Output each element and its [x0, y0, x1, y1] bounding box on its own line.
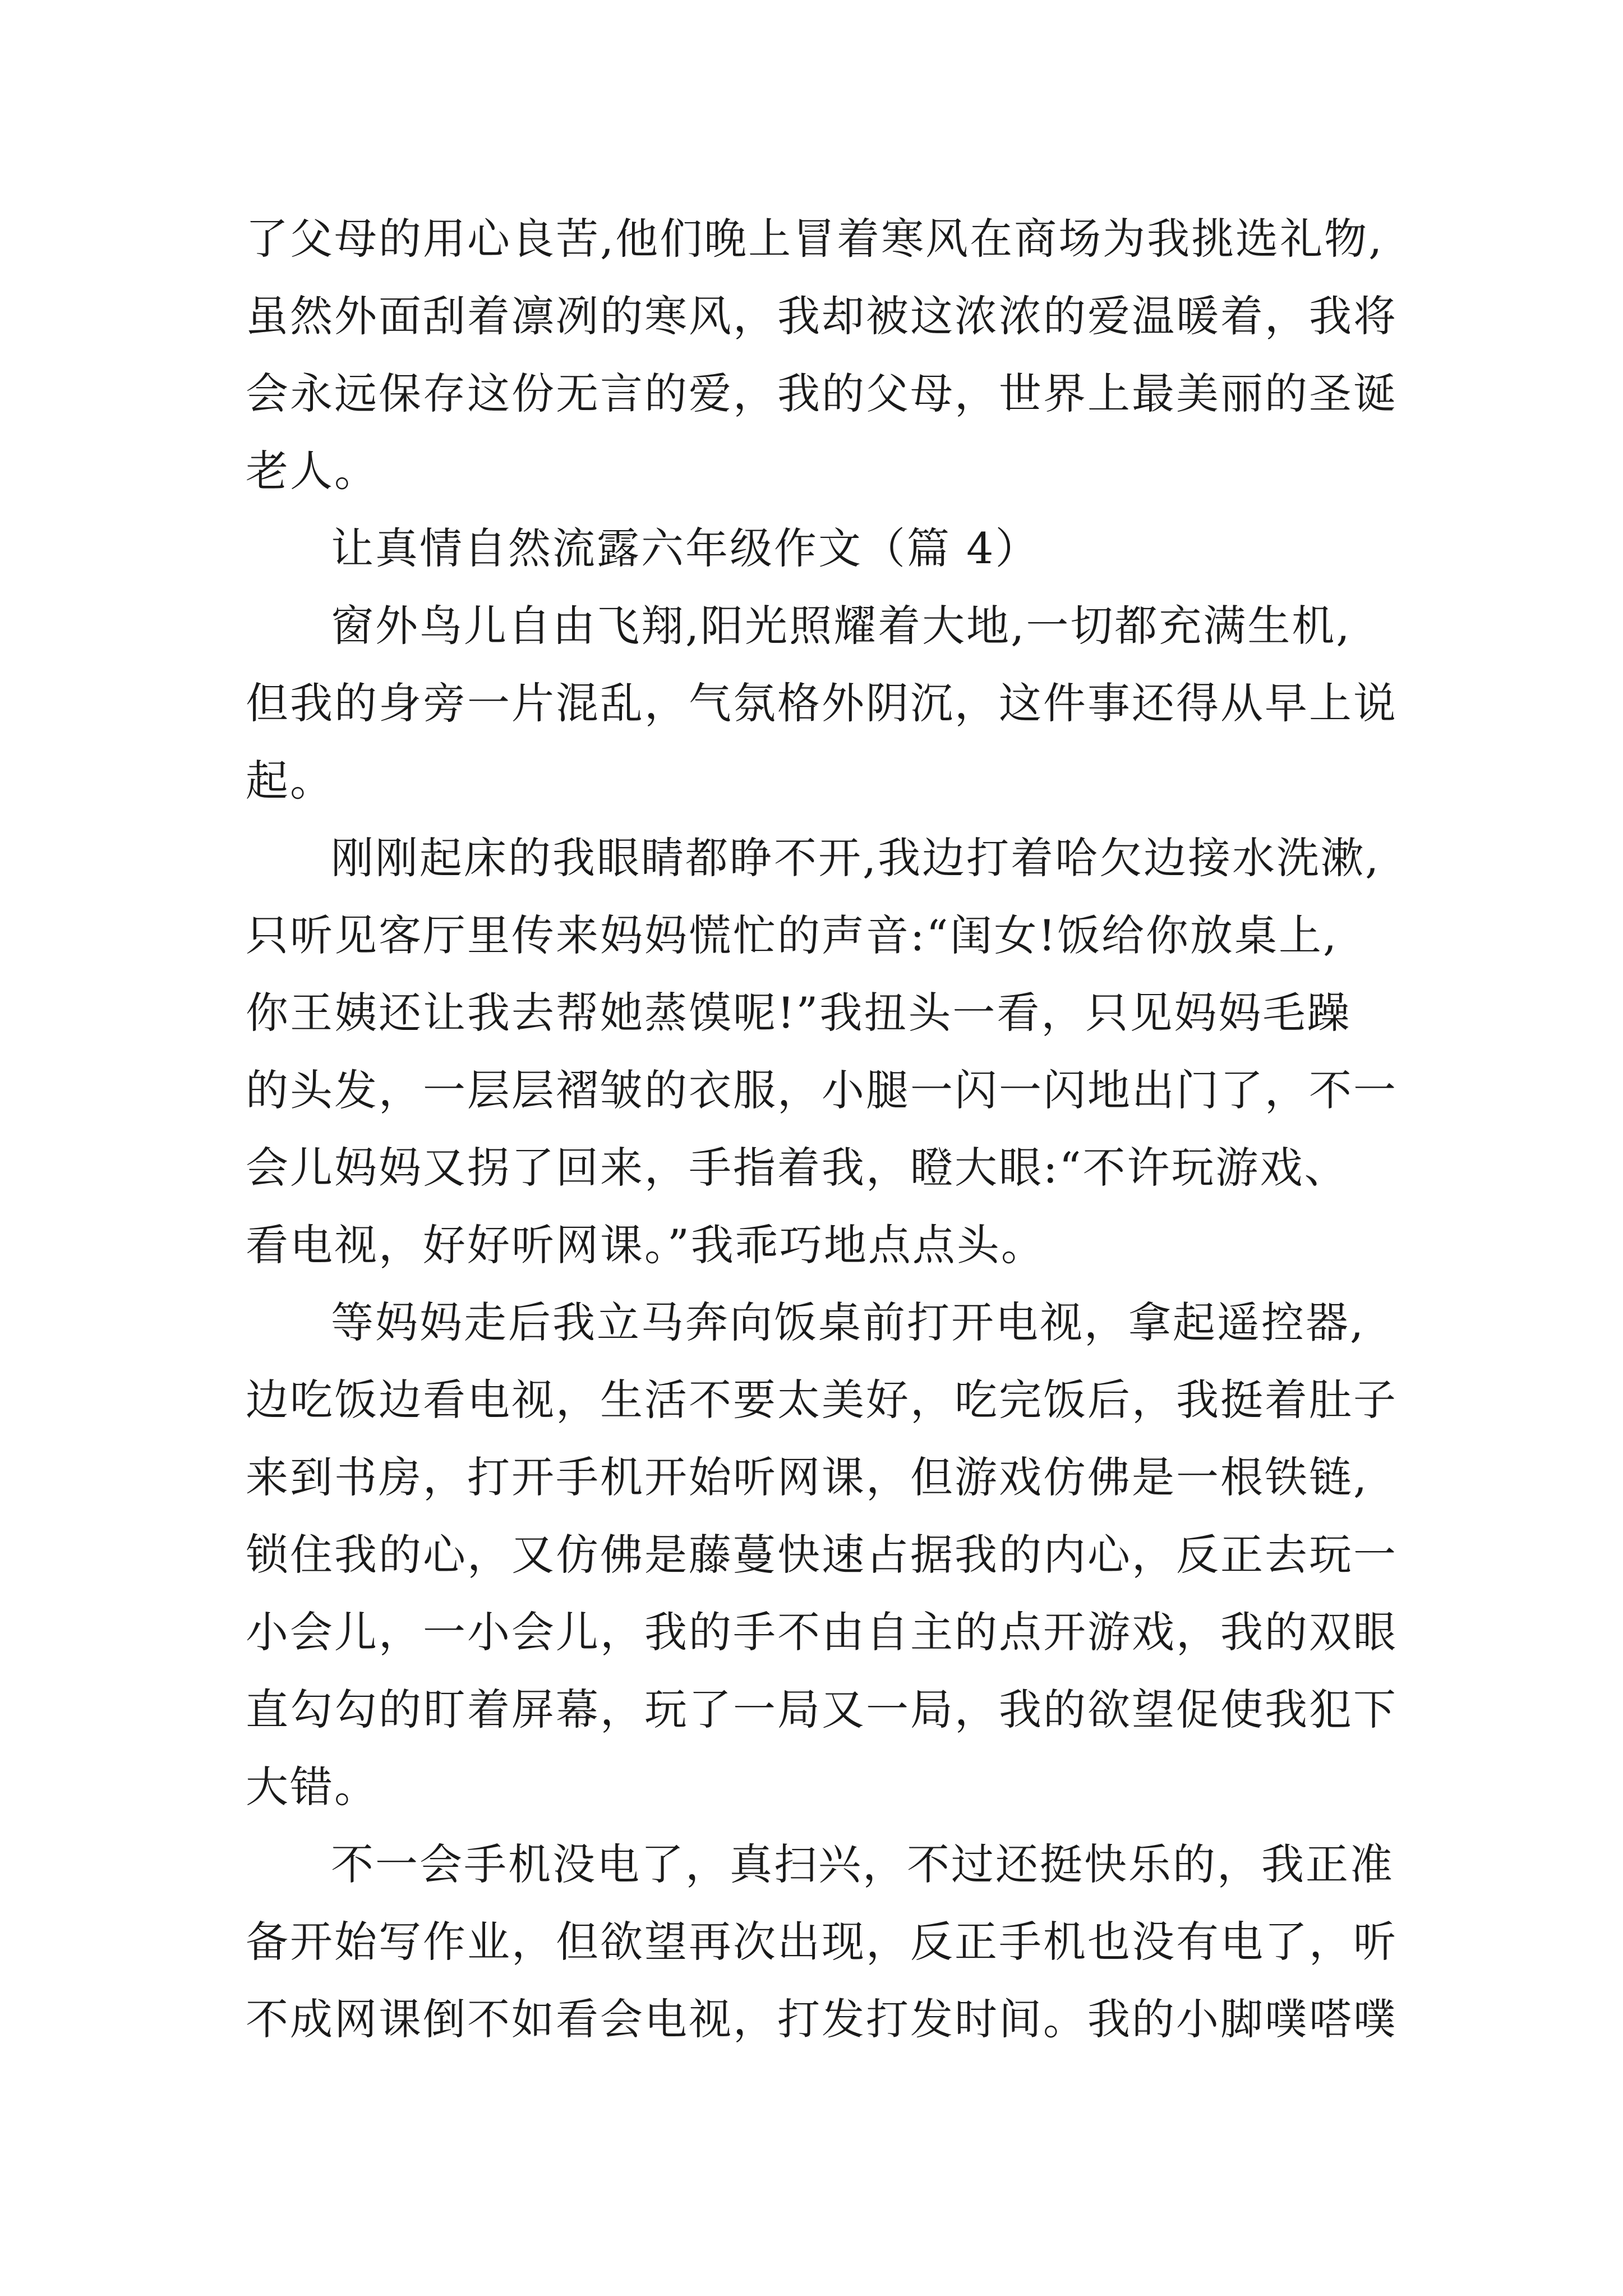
section-heading: 让真情自然流露六年级作文（篇 4）	[331, 523, 1040, 573]
text-line: 刚刚起床的我眼睛都睁不开,我边打着哈欠边接水洗漱,	[331, 833, 1381, 883]
text-line: 的头发，一层层褶皱的衣服，小腿一闪一闪地出门了，不一	[246, 1065, 1398, 1115]
text-line: 但我的身旁一片混乱，气氛格外阴沉，这件事还得从早上说	[246, 678, 1398, 728]
text-line: 备开始写作业，但欲望再次出现，反正手机也没有电了，听	[246, 1917, 1398, 1967]
text-line: 边吃饭边看电视，生活不要太美好，吃完饭后，我挺着肚子	[246, 1375, 1398, 1425]
text-line: 等妈妈走后我立马奔向饭桌前打开电视，拿起遥控器,	[331, 1297, 1366, 1347]
text-line: 大错。	[246, 1762, 379, 1812]
text-line: 了父母的用心良苦,他们晚上冒着寒风在商场为我挑选礼物,	[246, 214, 1384, 264]
text-line: 会永远保存这份无言的爱，我的父母，世界上最美丽的圣诞	[246, 369, 1398, 418]
text-line: 直勾勾的盯着屏幕，玩了一局又一局，我的欲望促使我犯下	[246, 1685, 1398, 1734]
text-line: 你王姨还让我去帮她蒸馍呢!”我扭头一看，只见妈妈毛躁	[246, 988, 1352, 1038]
text-line: 虽然外面刮着凛冽的寒风，我却被这浓浓的爱温暖着，我将	[246, 291, 1398, 341]
text-line: 看电视，好好听网课。”我乖巧地点点头。	[246, 1220, 1045, 1270]
text-line: 窗外鸟儿自由飞翔,阳光照耀着大地,一切都充满生机,	[331, 601, 1352, 651]
text-line: 老人。	[246, 446, 379, 496]
text-line: 只听见客厅里传来妈妈慌忙的声音:“闺女!饭给你放桌上,	[246, 910, 1339, 960]
text-line: 起。	[246, 756, 334, 806]
text-line: 小会儿，一小会儿，我的手不由自主的点开游戏，我的双眼	[246, 1607, 1398, 1657]
text-line: 不一会手机没电了，真扫兴，不过还挺快乐的，我正准	[331, 1839, 1394, 1889]
text-line: 会儿妈妈又拐了回来，手指着我，瞪大眼:“不许玩游戏、	[246, 1143, 1349, 1193]
text-line: 锁住我的心，又仿佛是藤蔓快速占据我的内心，反正去玩一	[246, 1530, 1398, 1580]
text-line: 来到书房，打开手机开始听网课，但游戏仿佛是一根铁链,	[246, 1452, 1369, 1502]
text-line: 不成网课倒不如看会电视，打发打发时间。我的小脚噗嗒噗	[246, 1994, 1398, 2044]
